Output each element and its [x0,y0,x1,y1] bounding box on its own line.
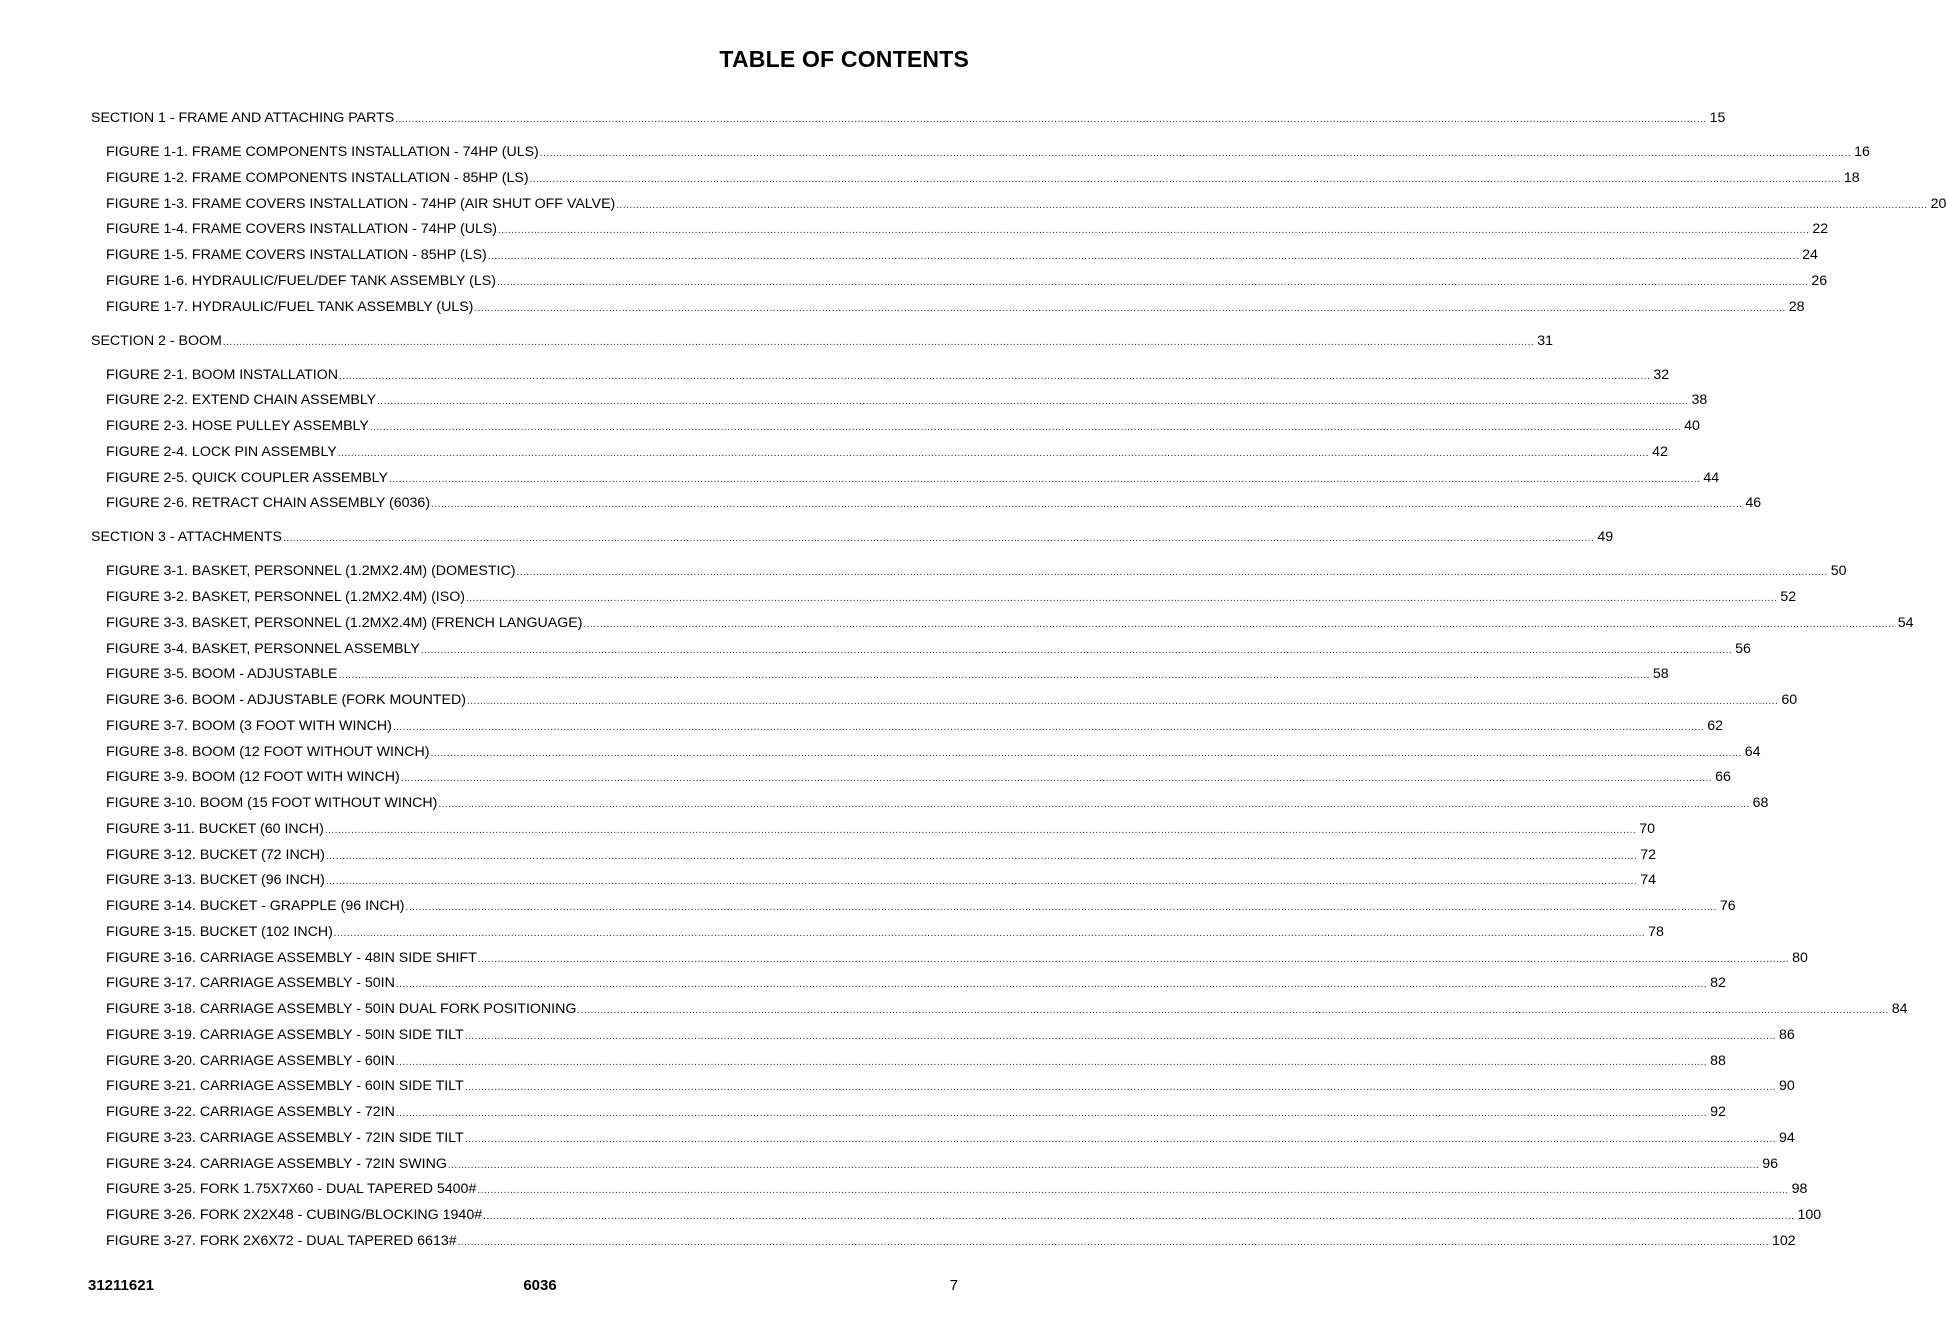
toc-dot-leader: ................................................................................................................................................................................................................................................................................................................................................................................................................ [464,1133,1777,1145]
toc-figure-entry[interactable] [0,1051,1726,1071]
toc-entry-page: 56 [1735,640,1751,657]
toc-entry-label: FIGURE 2-5. QUICK COUPLER ASSEMBLY [106,469,388,486]
toc-entry-label: FIGURE 1-4. FRAME COVERS INSTALLATION - 74HP (ULS) [106,221,498,238]
toc-dot-leader: ................................................................................................................................................................................................................................................................................................................................................................................................................ [377,396,1689,408]
toc-entry-page: 64 [1744,743,1761,760]
toc-entry-label: FIGURE 3-24. CARRIAGE ASSEMBLY - 72IN SWING [106,1155,447,1172]
toc-figure-entry[interactable] [0,168,1860,188]
footer-doc-number: 31211621 [88,1277,154,1294]
toc-figure-entry[interactable] [0,716,1723,736]
toc-section-entry[interactable] [0,331,1553,351]
toc-section-entry[interactable] [0,527,1614,547]
toc-entry-label: FIGURE 3-8. BOOM (12 FOOT WITHOUT WINCH) [106,743,430,760]
toc-entry-page: 44 [1703,469,1720,486]
toc-entry-page: 62 [1707,717,1723,734]
toc-dot-leader: ................................................................................................................................................................................................................................................................................................................................................................................................................ [333,927,1646,939]
footer-model: 6036 [523,1277,557,1294]
toc-figure-entry[interactable] [0,664,1669,684]
toc-entry-label: FIGURE 3-14. BUCKET - GRAPPLE (96 INCH) [106,898,405,914]
toc-entry-page: 88 [1710,1052,1726,1069]
toc-entry-label: FIGURE 3-11. BUCKET (60 INCH) [106,820,324,837]
toc-entry-label: FIGURE 3-20. CARRIAGE ASSEMBLY - 60IN [106,1052,395,1069]
toc-figure-entry[interactable] [0,845,1657,865]
toc-entry-label: FIGURE 1-1. FRAME COMPONENTS INSTALLATION - 74HP (ULS) [106,144,539,160]
toc-figure-entry[interactable] [0,468,1720,488]
toc-entry-page: 28 [1788,298,1805,315]
toc-dot-leader: ................................................................................................................................................................................................................................................................................................................................................................................................................ [616,199,1928,211]
toc-entry-label: FIGURE 3-18. CARRIAGE ASSEMBLY - 50IN DUAL FORK POSITIONING [106,1001,577,1017]
toc-dot-leader: ................................................................................................................................................................................................................................................................................................................................................................................................................ [283,533,1595,545]
toc-section-entry[interactable] [0,108,1726,128]
toc-entry-page: 66 [1715,769,1731,786]
toc-entry-page: 31 [1537,332,1553,349]
toc-dot-leader: ................................................................................................................................................................................................................................................................................................................................................................................................................ [405,902,1717,913]
toc-entry-page: 78 [1648,923,1664,940]
toc-figure-entry[interactable] [0,1076,1795,1096]
toc-entry-page: 22 [1812,221,1829,238]
toc-figure-entry[interactable] [0,690,1798,710]
toc-entry-label: FIGURE 3-3. BASKET, PERSONNEL (1.2MX2.4M) (FRENCH LANGUAGE) [106,614,583,631]
toc-entry-page: 58 [1652,666,1669,683]
toc-dot-leader: ................................................................................................................................................................................................................................................................................................................................................................................................................ [539,148,1852,159]
toc-dot-leader: ................................................................................................................................................................................................................................................................................................................................................................................................................ [464,1082,1777,1094]
toc-dot-leader: ................................................................................................................................................................................................................................................................................................................................................................................................................ [497,276,1809,288]
toc-entry-page: 46 [1745,495,1762,512]
toc-entry-label: FIGURE 3-2. BASKET, PERSONNEL (1.2MX2.4M) (ISO) [106,589,465,605]
toc-figure-entry[interactable] [0,896,1736,916]
toc-entry-label: FIGURE 1-3. FRAME COVERS INSTALLATION - 74HP (AIR SHUT OFF VALVE) [106,195,616,212]
toc-figure-entry[interactable] [0,1205,1822,1225]
toc-figure-entry[interactable] [0,613,1914,633]
toc-entry-label: FIGURE 2-6. RETRACT CHAIN ASSEMBLY (6036) [106,495,431,512]
toc-entry-label: FIGURE 3-26. FORK 2X2X48 - CUBING/BLOCKING 1940# [106,1207,483,1223]
toc-entry-page: 90 [1779,1078,1795,1095]
toc-figure-entry[interactable] [0,561,1847,581]
toc-dot-leader: ................................................................................................................................................................................................................................................................................................................................................................................................................ [447,1159,1760,1171]
toc-dot-leader: ................................................................................................................................................................................................................................................................................................................................................................................................................ [583,618,1895,630]
toc-entry-label: FIGURE 3-21. CARRIAGE ASSEMBLY - 60IN SIDE TILT [106,1078,464,1095]
toc-dot-leader: ................................................................................................................................................................................................................................................................................................................................................................................................................ [392,721,1705,733]
toc-entry-page: 52 [1780,589,1797,605]
toc-entry-label: SECTION 2 - BOOM [91,332,222,349]
toc-entry-label: FIGURE 3-19. CARRIAGE ASSEMBLY - 50IN SIDE TILT [106,1026,464,1043]
toc-dot-leader: ................................................................................................................................................................................................................................................................................................................................................................................................................ [431,499,1743,511]
toc-entry-page: 24 [1802,247,1818,263]
toc-dot-leader: ................................................................................................................................................................................................................................................................................................................................................................................................................ [388,473,1701,485]
toc-entry-label: FIGURE 3-6. BOOM - ADJUSTABLE (FORK MOUNTED) [106,692,466,708]
toc-dot-leader: ................................................................................................................................................................................................................................................................................................................................................................................................................ [477,953,1790,965]
toc-dot-leader: ................................................................................................................................................................................................................................................................................................................................................................................................................ [338,670,1650,682]
toc-dot-leader: ................................................................................................................................................................................................................................................................................................................................................................................................................ [420,644,1733,656]
toc-figure-entry[interactable] [0,271,1828,291]
toc-dot-leader: ................................................................................................................................................................................................................................................................................................................................................................................................................ [325,850,1638,862]
toc-entry-label: FIGURE 3-1. BASKET, PERSONNEL (1.2MX2.4M) (DOMESTIC) [106,563,516,580]
toc-dot-leader: ................................................................................................................................................................................................................................................................................................................................................................................................................ [457,1236,1769,1248]
toc-figure-entry[interactable] [0,1102,1726,1122]
toc-entry-label: FIGURE 3-13. BUCKET (96 INCH) [106,872,325,889]
toc-figure-entry[interactable] [0,493,1762,513]
toc-entry-page: 42 [1652,443,1668,460]
toc-figure-entry[interactable] [0,973,1726,993]
toc-entry-label: FIGURE 1-2. FRAME COMPONENTS INSTALLATION - 85HP (LS) [106,169,529,186]
toc-entry-label: FIGURE 3-16. CARRIAGE ASSEMBLY - 48IN SIDE SHIFT [106,949,477,966]
toc-entry-label: FIGURE 3-22. CARRIAGE ASSEMBLY - 72IN [106,1104,395,1120]
toc-entry-label: FIGURE 2-4. LOCK PIN ASSEMBLY [106,443,337,460]
toc-entry-page: 84 [1891,1001,1908,1017]
toc-figure-entry[interactable] [0,819,1655,839]
toc-figure-entry[interactable] [0,999,1908,1019]
toc-entry-label: FIGURE 3-9. BOOM (12 FOOT WITH WINCH) [106,769,400,786]
toc-entry-page: 50 [1830,563,1847,580]
toc-entry-page: 40 [1684,418,1700,434]
toc-entry-page: 100 [1797,1207,1822,1223]
toc-entry-page: 26 [1811,272,1828,289]
toc-dot-leader: ................................................................................................................................................................................................................................................................................................................................................................................................................ [395,1056,1708,1068]
toc-entry-page: 18 [1843,169,1860,186]
toc-figure-entry[interactable] [0,245,1818,265]
toc-entry-page: 96 [1762,1155,1778,1172]
toc-dot-leader: ................................................................................................................................................................................................................................................................................................................................................................................................................ [395,979,1708,991]
toc-dot-leader: ................................................................................................................................................................................................................................................................................................................................................................................................................ [395,114,1707,125]
toc-dot-leader: ................................................................................................................................................................................................................................................................................................................................................................................................................ [369,422,1682,433]
toc-dot-leader: ................................................................................................................................................................................................................................................................................................................................................................................................................ [395,1108,1708,1119]
toc-entry-label: FIGURE 3-4. BASKET, PERSONNEL ASSEMBLY [106,640,420,657]
toc-dot-leader: ................................................................................................................................................................................................................................................................................................................................................................................................................ [337,447,1650,459]
toc-entry-page: 102 [1771,1232,1796,1249]
toc-figure-entry[interactable] [0,742,1761,762]
toc-entry-page: 80 [1792,949,1808,966]
toc-figure-entry[interactable] [0,194,1946,214]
toc-entry-page: 74 [1640,872,1657,889]
toc-entry-page: 72 [1640,846,1657,863]
footer-page-number: 7 [949,1277,958,1294]
toc-dot-leader: ................................................................................................................................................................................................................................................................................................................................................................................................................ [464,1030,1777,1042]
toc-entry-label: FIGURE 2-1. BOOM INSTALLATION [106,366,339,383]
toc-dot-leader: ................................................................................................................................................................................................................................................................................................................................................................................................................ [487,251,1800,262]
toc-dot-leader: ................................................................................................................................................................................................................................................................................................................................................................................................................ [400,773,1713,785]
toc-entry-label: FIGURE 3-5. BOOM - ADJUSTABLE [106,666,338,683]
toc-figure-entry[interactable] [0,1179,1808,1199]
toc-dot-leader: ................................................................................................................................................................................................................................................................................................................................................................................................................ [324,824,1637,836]
toc-entry-page: 54 [1897,614,1914,631]
toc-dot-leader: ................................................................................................................................................................................................................................................................................................................................................................................................................ [529,173,1841,185]
toc-entry-label: FIGURE 3-23. CARRIAGE ASSEMBLY - 72IN SIDE TILT [106,1129,464,1146]
toc-entry-page: 49 [1597,529,1614,546]
toc-dot-leader: ................................................................................................................................................................................................................................................................................................................................................................................................................ [339,370,1651,382]
toc-dot-leader: ................................................................................................................................................................................................................................................................................................................................................................................................................ [577,1005,1889,1016]
toc-entry-page: 70 [1639,820,1655,837]
toc-entry-page: 38 [1691,392,1708,409]
toc-figure-entry[interactable] [0,365,1670,385]
toc-entry-label: FIGURE 1-6. HYDRAULIC/FUEL/DEF TANK ASSEMBLY (LS) [106,272,496,289]
toc-entry-page: 68 [1752,795,1769,811]
toc-entry-label: FIGURE 3-17. CARRIAGE ASSEMBLY - 50IN [106,975,395,992]
toc-entry-label: FIGURE 2-2. EXTEND CHAIN ASSEMBLY [106,392,377,409]
toc-entry-label: FIGURE 3-10. BOOM (15 FOOT WITHOUT WINCH) [106,795,438,811]
toc-entry-page: 98 [1791,1181,1808,1198]
page-title: TABLE OF CONTENTS [719,46,969,72]
toc-entry-page: 15 [1709,110,1726,126]
toc-dot-leader: ................................................................................................................................................................................................................................................................................................................................................................................................................ [483,1211,1795,1222]
toc-dot-leader: ................................................................................................................................................................................................................................................................................................................................................................................................................ [477,1185,1789,1197]
page-footer [0,1277,1024,1297]
toc-entry-page: 86 [1779,1026,1795,1043]
toc-figure-entry[interactable] [0,1231,1796,1251]
toc-dot-leader: ................................................................................................................................................................................................................................................................................................................................................................................................................ [465,593,1778,604]
toc-entry-label: SECTION 3 - ATTACHMENTS [91,529,283,546]
toc-figure-entry[interactable] [0,767,1731,787]
toc-figure-entry[interactable] [0,639,1751,659]
toc-entry-label: FIGURE 2-3. HOSE PULLEY ASSEMBLY [106,418,369,434]
toc-figure-entry[interactable] [0,922,1664,942]
toc-figure-entry[interactable] [0,1154,1778,1174]
toc-entry-page: 60 [1781,692,1798,708]
toc-figure-entry[interactable] [0,219,1829,239]
toc-figure-entry[interactable] [0,948,1808,968]
toc-entry-page: 92 [1710,1104,1726,1120]
toc-figure-entry[interactable] [0,587,1797,607]
toc-entry-label: FIGURE 3-12. BUCKET (72 INCH) [106,846,325,863]
toc-entry-label: FIGURE 1-5. FRAME COVERS INSTALLATION - 85HP (LS) [106,247,487,263]
toc-entry-page: 76 [1719,898,1736,914]
toc-entry-label: FIGURE 3-7. BOOM (3 FOOT WITH WINCH) [106,717,392,734]
toc-entry-page: 82 [1710,975,1726,992]
toc-dot-leader: ................................................................................................................................................................................................................................................................................................................................................................................................................ [474,302,1786,314]
toc-entry-label: SECTION 1 - FRAME AND ATTACHING PARTS [91,110,395,126]
toc-entry-label: FIGURE 3-27. FORK 2X6X72 - DUAL TAPERED 6613# [106,1232,457,1249]
toc-entry-page: 32 [1653,366,1670,383]
toc-entry-label: FIGURE 3-15. BUCKET (102 INCH) [106,923,333,940]
toc-entry-page: 94 [1779,1129,1795,1146]
toc-figure-entry[interactable] [0,390,1708,410]
toc-figure-entry[interactable] [0,1128,1795,1148]
toc-entry-page: 16 [1854,144,1870,160]
toc-figure-entry[interactable] [0,793,1769,813]
toc-entry-page: 20 [1930,195,1946,212]
toc-figure-entry[interactable] [0,870,1657,890]
toc-figure-entry[interactable] [0,442,1668,462]
toc-entry-label: FIGURE 1-7. HYDRAULIC/FUEL TANK ASSEMBLY (ULS) [106,298,474,315]
toc-dot-leader: ................................................................................................................................................................................................................................................................................................................................................................................................................ [325,876,1638,888]
toc-dot-leader: ................................................................................................................................................................................................................................................................................................................................................................................................................ [438,799,1750,810]
toc-dot-leader: ................................................................................................................................................................................................................................................................................................................................................................................................................ [222,336,1535,348]
toc-dot-leader: ................................................................................................................................................................................................................................................................................................................................................................................................................ [466,696,1779,707]
toc-figure-entry[interactable] [0,142,1870,162]
toc-dot-leader: ................................................................................................................................................................................................................................................................................................................................................................................................................ [516,567,1828,579]
toc-figure-entry[interactable] [0,1025,1795,1045]
toc-dot-leader: ................................................................................................................................................................................................................................................................................................................................................................................................................ [430,747,1742,759]
toc-figure-entry[interactable] [0,297,1805,317]
toc-dot-leader: ................................................................................................................................................................................................................................................................................................................................................................................................................ [498,225,1810,237]
toc-figure-entry[interactable] [0,416,1700,436]
toc-entry-label: FIGURE 3-25. FORK 1.75X7X60 - DUAL TAPERED 5400# [106,1181,477,1198]
